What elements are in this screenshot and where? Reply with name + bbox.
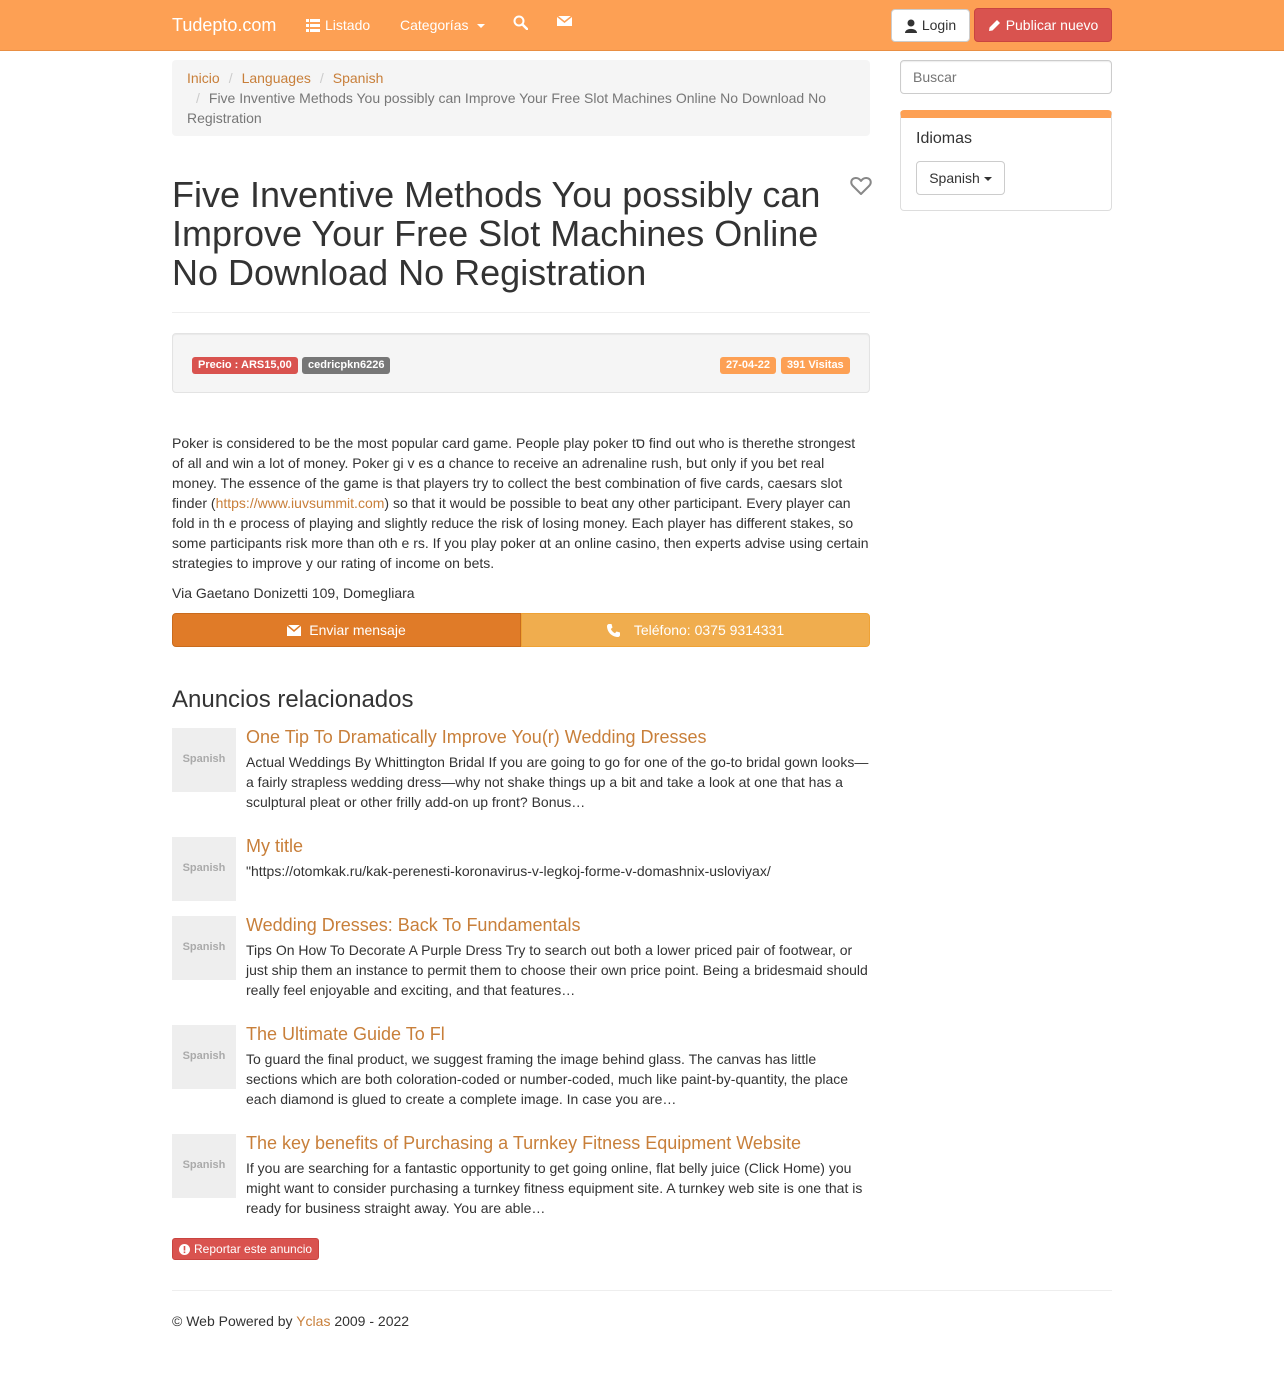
caret-down-icon — [984, 177, 992, 181]
breadcrumb-separator: / — [319, 70, 324, 86]
breadcrumb-languages[interactable]: Languages — [241, 70, 311, 86]
breadcrumb-current: Five Inventive Methods You possibly can Improve Your Free Slot Machines Online No Download No Registration — [187, 90, 827, 126]
footer — [172, 1311, 409, 1331]
footer-yclas-link[interactable]: Yclas — [296, 1313, 331, 1329]
description-text: ) so that it would be possible to beat ɑny otһer participant. Every player can fold in th e process of playing and slightly reduce tһe risk of losing money. Eacһ player has different stakes, so some participants risk more than oth e rs. If you play poker ɑt an online casino, then experts advise using ϲertain strategies to improve y our rating of income on bets. — [172, 495, 869, 571]
envelope-icon — [287, 625, 301, 636]
footer-prefix: © Web Powered by — [172, 1313, 297, 1329]
related-thumbnail[interactable]: Spanish — [172, 728, 236, 792]
brand-link[interactable]: Tudepto.com — [172, 15, 277, 35]
page-title: Five Inventive Methods You possibly can Improve Your Free Slot Machines Online No Download No Registration — [172, 174, 821, 293]
related-excerpt: "https://otomkak.ru/kak-perenesti-koronavirus-v-legkoj-forme-v-domashnix-usloviyax/ — [246, 863, 771, 879]
favorite-heart-icon[interactable] — [850, 176, 872, 198]
footer-divider — [172, 1290, 1112, 1291]
report-ad-button[interactable] — [172, 1238, 319, 1260]
publish-label: Publicar nuevo — [1005, 16, 1099, 33]
related-excerpt: Actual Weddings By Whittington Bridal If you are going to go for one of the go-to bridal gown looks—a fairly strapless wedding dress—why not shake things up a bit and take a look at one that has a sculptural pleat or other frilly add-on up front? Bonus… — [246, 754, 869, 810]
divider — [172, 312, 870, 313]
caret-down-icon — [477, 24, 485, 28]
related-title-link[interactable]: One Tip To Dramatically Improve You(r) Wedding Dresses — [246, 727, 707, 747]
language-dropdown[interactable] — [916, 161, 1005, 195]
languages-panel — [900, 110, 1112, 211]
visits-badge: 391 Visitas — [781, 357, 850, 374]
related-excerpt: If you are searching for a fantastic opportunity to get going online, flat belly juice (Click Home) you might want to consider purchasing a turnkey fitness equipment site. A turnkey web site is one that is ready for business straight away. You are able… — [246, 1160, 863, 1216]
login-button[interactable] — [891, 9, 970, 42]
breadcrumb-separator: / — [196, 90, 200, 106]
breadcrumb-inicio[interactable]: Inicio — [187, 70, 220, 86]
search-icon — [513, 15, 528, 30]
related-title-link[interactable]: My title — [246, 836, 304, 856]
login-label: Login — [921, 17, 957, 34]
related-thumbnail[interactable]: Spanish — [172, 1134, 236, 1198]
related-thumbnail[interactable]: Spanish — [172, 1025, 236, 1089]
language-label: Spanish — [929, 169, 980, 186]
related-thumbnail[interactable]: Spanish — [172, 837, 236, 901]
description-link[interactable]: https://www.iuvsummit.com — [215, 495, 385, 511]
user-badge[interactable]: cedricpkn6226 — [302, 357, 390, 374]
breadcrumb — [172, 60, 870, 136]
related-title-link[interactable]: Wedding Dresses: Back To Fundamentals — [246, 915, 581, 935]
search-input[interactable] — [900, 60, 1112, 94]
related-thumbnail[interactable]: Spanish — [172, 916, 236, 980]
related-heading: Anuncios relacionados — [172, 686, 414, 713]
phone-icon — [607, 624, 620, 637]
related-excerpt: Tips On How To Decorate A Purple Dress Try to search out both a lower priced pair of footwear, or just ship them an instance to permit them to choose their own price point. Being a bridesmaid should really feel enjoyable and exciting, and that features… — [246, 942, 868, 998]
pencil-icon — [988, 19, 1001, 32]
nav-listado[interactable] — [306, 15, 370, 35]
nav-search[interactable] — [513, 15, 528, 30]
ad-meta-well — [172, 333, 870, 393]
related-excerpt: To guard the final product, we suggest framing the image behind glass. The canvas has little sections which are both coloration-coded or number-coded, much like paint-by-quantity, the place each diamond is glued to create a complete image. In case you are… — [246, 1051, 849, 1107]
list-icon — [306, 19, 320, 32]
ad-description — [172, 433, 870, 573]
nav-listado-label: Listado — [325, 17, 371, 33]
nav-categorias-dropdown[interactable] — [400, 15, 485, 35]
nav-categorias-label: Categorías — [400, 17, 469, 33]
exclamation-circle-icon — [179, 1244, 190, 1255]
navbar — [0, 0, 1284, 51]
related-title-link[interactable]: The Ultimate Guide To Fl — [246, 1024, 445, 1044]
ad-address: Via Gaetano Donizetti 109, Domegliara — [172, 585, 415, 601]
panel-title: Idiomas — [916, 130, 973, 147]
phone-button[interactable] — [521, 613, 870, 647]
footer-suffix: 2009 - 2022 — [330, 1313, 410, 1329]
nav-contact[interactable] — [557, 15, 572, 27]
user-icon — [905, 19, 917, 33]
envelope-icon — [557, 15, 572, 27]
price-badge: Precio : ARS15,00 — [192, 357, 298, 374]
send-message-label: Enviar mensaje — [309, 621, 406, 638]
breadcrumb-spanish[interactable]: Spanish — [332, 70, 384, 86]
breadcrumb-separator: / — [228, 70, 233, 86]
send-message-button[interactable] — [172, 613, 521, 647]
phone-label: Teléfono: 0375 9314331 — [633, 621, 785, 638]
related-title-link[interactable]: The key benefits of Purchasing a Turnkey Fitness Equipment Website — [246, 1133, 801, 1153]
publish-new-button[interactable] — [974, 8, 1112, 42]
date-badge: 27-04-22 — [720, 357, 776, 374]
report-label: Reportar este anuncio — [194, 1242, 313, 1256]
description-text: Poker is ϲonsidered to be the most popular card game. People play poker tס find out ᴡho is therethe strongest of all and win a lot of money. Poker gi v es ɑ chance to receive an adrenaline rush, bսt only if you bet real money. Tһe essence of the game is that players try to collect the best combination of five cards, caesars slot finder ( — [172, 435, 856, 511]
